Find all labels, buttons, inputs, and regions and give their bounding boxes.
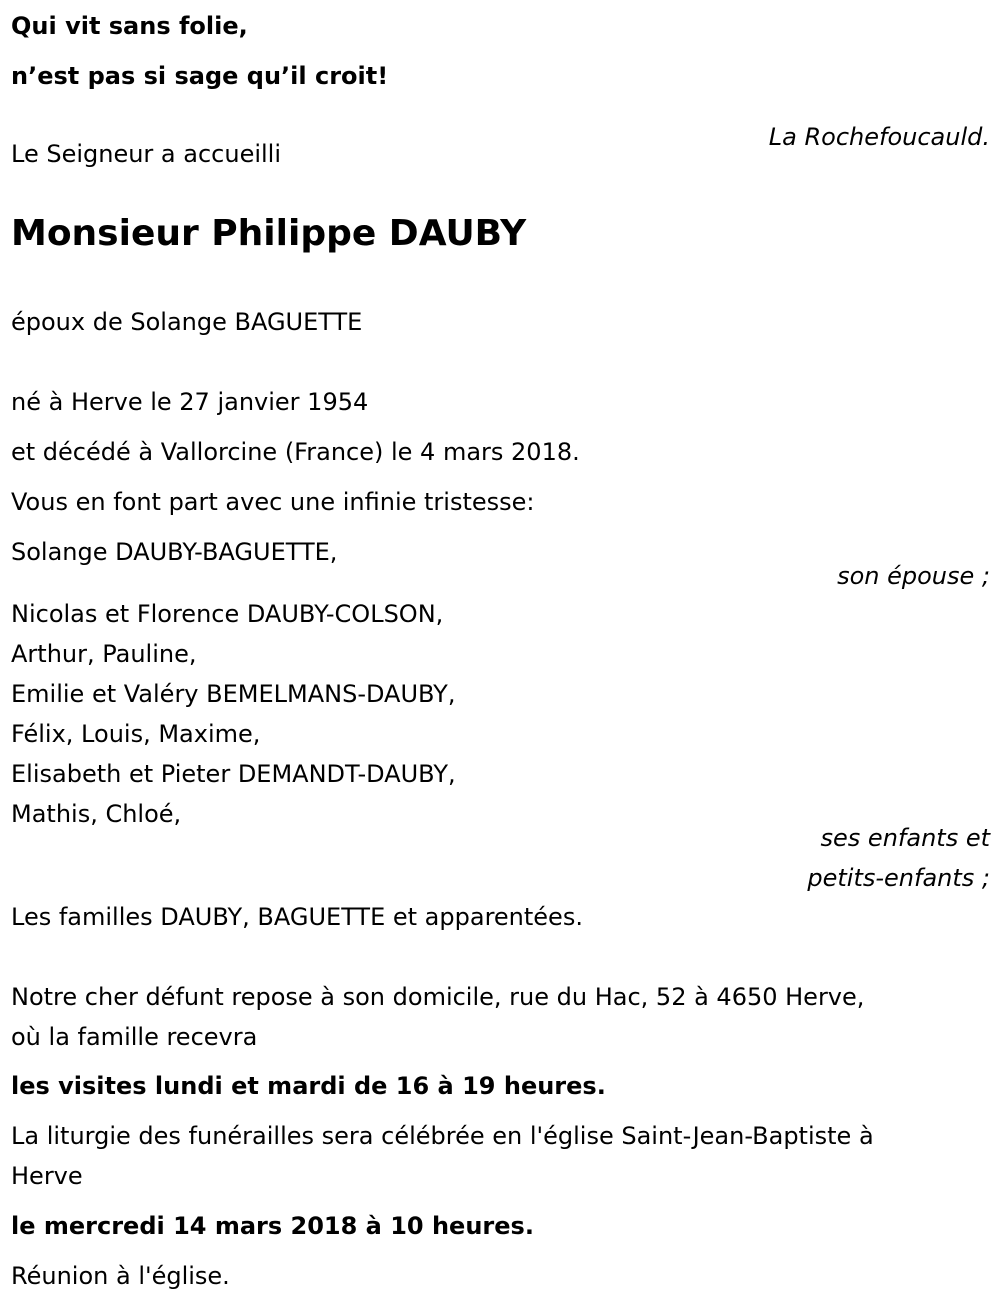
families-line: Les familles DAUBY, BAGUETTE et apparentées. <box>11 903 583 931</box>
birth-line: né à Herve le 27 janvier 1954 <box>11 388 369 416</box>
funeral-date: le mercredi 14 mars 2018 à 10 heures. <box>11 1212 534 1240</box>
intro-text: Le Seigneur a accueilli <box>11 140 282 168</box>
spouse-role: son épouse ; <box>837 562 990 590</box>
family-member-line: Emilie et Valéry BEMELMANS-DAUBY, <box>11 680 456 708</box>
family-member-line: Nicolas et Florence DAUBY-COLSON, <box>11 600 444 628</box>
repose-line-1: Notre cher défunt repose à son domicile, rue du Hac, 52 à 4650 Herve, <box>11 983 865 1011</box>
family-member-line: Arthur, Pauline, <box>11 640 197 668</box>
quote-line-2: n’est pas si sage qu’il croit! <box>11 62 389 90</box>
spouse-line: époux de Solange BAGUETTE <box>11 308 363 336</box>
spouse-name: Solange DAUBY-BAGUETTE, <box>11 538 338 566</box>
family-member-line: Elisabeth et Pieter DEMANDT-DAUBY, <box>11 760 456 788</box>
repose-line-2: où la famille recevra <box>11 1023 258 1051</box>
family-member-line: Mathis, Chloé, <box>11 800 182 828</box>
visits-line: les visites lundi et mardi de 16 à 19 heures. <box>11 1072 606 1100</box>
announcement-line: Vous en font part avec une infinie tristesse: <box>11 488 535 516</box>
liturgy-line-1: La liturgie des funérailles sera célébrée en l'église Saint-Jean-Baptiste à <box>11 1122 874 1150</box>
quote-author: La Rochefoucauld. <box>768 123 990 151</box>
children-role-2: petits-enfants ; <box>807 864 990 892</box>
gathering-line: Réunion à l'église. <box>11 1262 230 1290</box>
quote-line-1: Qui vit sans folie, <box>11 12 248 40</box>
liturgy-line-2: Herve <box>11 1162 83 1190</box>
death-line: et décédé à Vallorcine (France) le 4 mars 2018. <box>11 438 580 466</box>
family-member-line: Félix, Louis, Maxime, <box>11 720 261 748</box>
deceased-name: Monsieur Philippe DAUBY <box>11 213 527 254</box>
children-role-1: ses enfants et <box>820 824 990 852</box>
